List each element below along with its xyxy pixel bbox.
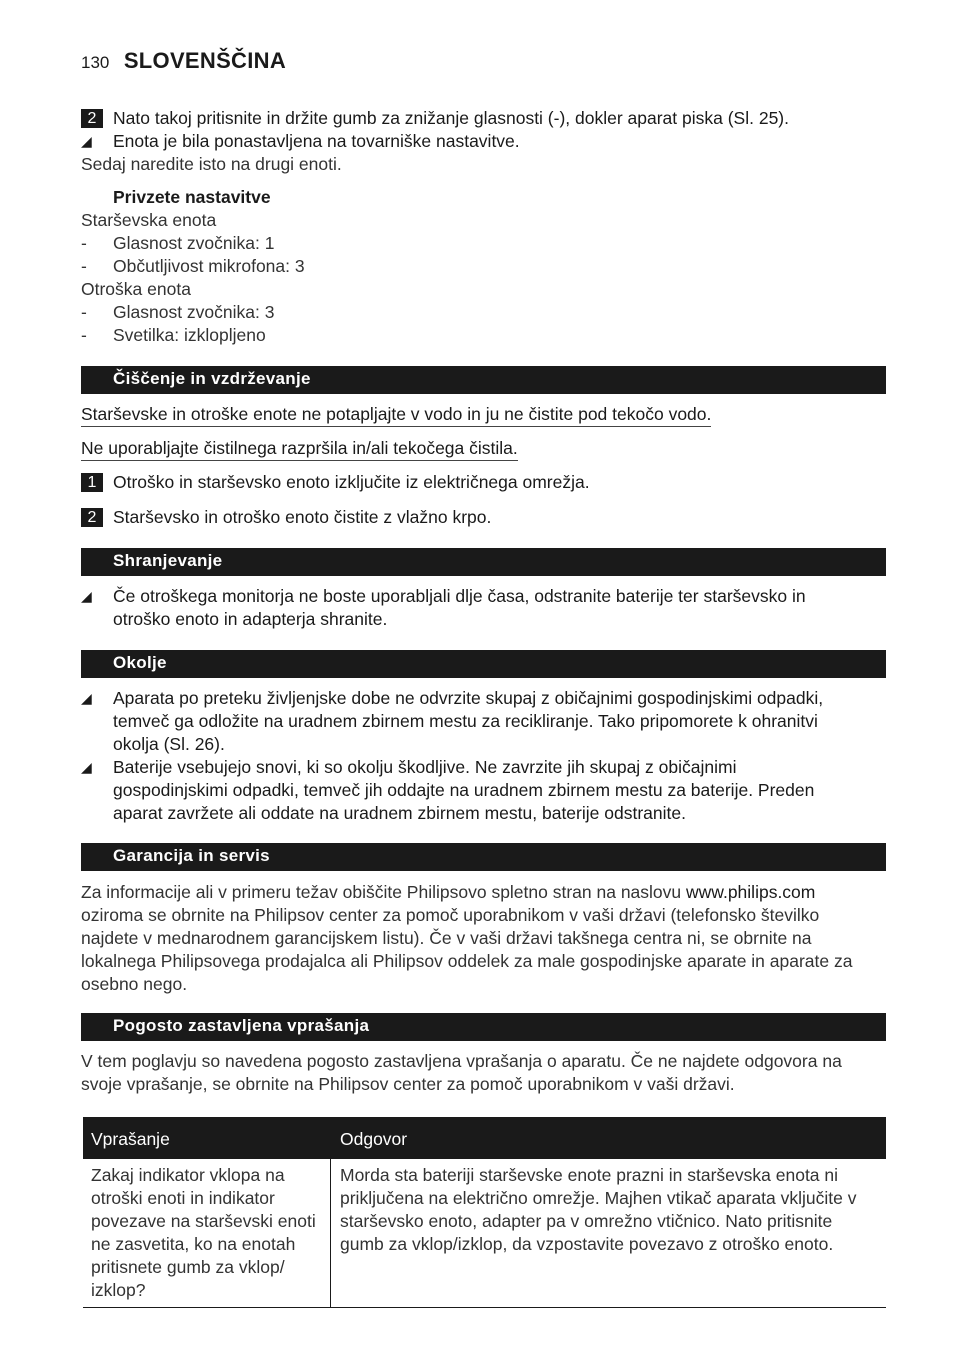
step-number-badge: 1: [81, 473, 103, 492]
triangle-bullet-icon: ◢: [81, 759, 92, 775]
reset-step-2: [81, 107, 891, 130]
faq-intro: V tem poglavju so navedena pogosto zastavljena vprašanja o aparatu. Če ne najdete odgovora na svoje vprašanje, se obrnite na Philipsov center za pomoč uporabnikom v vaši državi.: [81, 1051, 842, 1094]
baby-unit-label: Otroška enota: [81, 279, 191, 299]
step-text: Nato takoj pritisnite in držite gumb za znižanje glasnosti (-), dokler aparat piska (Sl. 25).: [113, 108, 789, 128]
environment-bullet-2: ◢ Baterije vsebujejo snovi, ki so okolju škodljive. Ne zavrzite jih skupaj z običajnimi gospodinjskimi odpadki, temveč jih oddajte na uradnem zbirnem mestu za baterije. Preden aparat zavržete ali oddate na uradnem zbirnem mestu, baterije odstranite.: [81, 757, 815, 823]
cleaning-warning-2: Ne uporabljajte čistilnega razpršila in/ali tekočega čistila.: [81, 437, 518, 460]
triangle-bullet-icon: ◢: [81, 588, 92, 604]
parent-unit-label: Starševska enota: [81, 210, 217, 230]
section-heading-environment: Okolje: [81, 650, 886, 678]
step-number-badge: 2: [81, 109, 103, 128]
list-item: - Glasnost zvočnika: 3: [81, 302, 275, 322]
answer-cell: Morda sta bateriji starševske enote prazni in starševska enota ni priključena na električno omrežje. Majhen vtikač aparata vključite v starševsko enoto, adapter pa v omrežno vtičnico. Nato pritisnite gumb za vklop/izklop, da vzpostavite povezavo z otroško enoto.: [340, 1165, 857, 1254]
defaults-title: Privzete nastavitve: [113, 187, 271, 207]
list-item: - Občutljivost mikrofona: 3: [81, 256, 305, 276]
table-row: [83, 1159, 886, 1308]
cleaning-step-1: [81, 471, 891, 494]
step-text: Otroško in starševsko enoto izključite iz električnega omrežja.: [113, 472, 590, 492]
section-heading-storage: Shranjevanje: [81, 548, 886, 576]
cleaning-step-2: [81, 506, 891, 529]
result-text: Enota je bila ponastavljena na tovarniške nastavitve.: [113, 131, 520, 151]
environment-bullet-1: ◢ Aparata po preteku življenjske dobe ne odvrzite skupaj z običajnimi gospodinjskimi odpadki, temveč ga odložite na uradnem zbirnem mestu za recikliranje. Tako pripomorete k ohranitvi okolja (Sl. 26).: [81, 688, 824, 754]
cleaning-warning-1: Starševske in otroške enote ne potapljajte v vodo in ju ne čistite pod tekočo vodo.: [81, 403, 711, 426]
triangle-bullet-icon: ◢: [81, 133, 92, 149]
page-number: 130: [81, 53, 110, 72]
triangle-bullet-icon: ◢: [81, 690, 92, 706]
question-cell: Zakaj indikator vklopa na otroški enoti in indikator povezave na starševski enoti ne zasvetita, ko na enotah pritisnete gumb za vklop/ izklop?: [91, 1165, 316, 1300]
column-header-answer: Odgovor: [340, 1129, 408, 1149]
column-header-question: Vprašanje: [91, 1129, 170, 1149]
step-number-badge: 2: [81, 508, 103, 527]
page-header: [81, 48, 286, 74]
followup-text: Sedaj naredite isto na drugi enoti.: [81, 154, 342, 174]
section-heading-cleaning: Čiščenje in vzdrževanje: [81, 366, 886, 394]
list-item: - Glasnost zvočnika: 1: [81, 233, 275, 253]
section-heading-warranty: Garancija in servis: [81, 843, 886, 871]
philips-website-link[interactable]: www.philips.com: [686, 882, 816, 902]
section-heading-faq: Pogosto zastavljena vprašanja: [81, 1013, 886, 1041]
page-language-title: SLOVENŠČINA: [123, 48, 287, 73]
reset-result: [81, 130, 891, 153]
warranty-paragraph: Za informacije ali v primeru težav obiščite Philipsovo spletno stran na naslovu www.philips.com oziroma se obrnite na Philipsov center za pomoč uporabnikom v vaši državi (telefonsko številko najdete v mednarodnem garancijskem listu). Če v vaši državi takšnega centra ni, se obrnite na lokalnega Philipsovega prodajalca ali Philipsov oddelek za male gospodinjske aparate in aparate za osebno nego.: [81, 882, 853, 994]
step-text: Starševsko in otroško enoto čistite z vlažno krpo.: [113, 507, 492, 527]
table-header: [83, 1117, 886, 1159]
list-item: - Svetilka: izklopljeno: [81, 325, 266, 345]
storage-bullet: ◢ Če otroškega monitorja ne boste uporabljali dlje časa, odstranite baterije ter starševsko in otroško enoto in adapterja shranite.: [81, 586, 806, 629]
